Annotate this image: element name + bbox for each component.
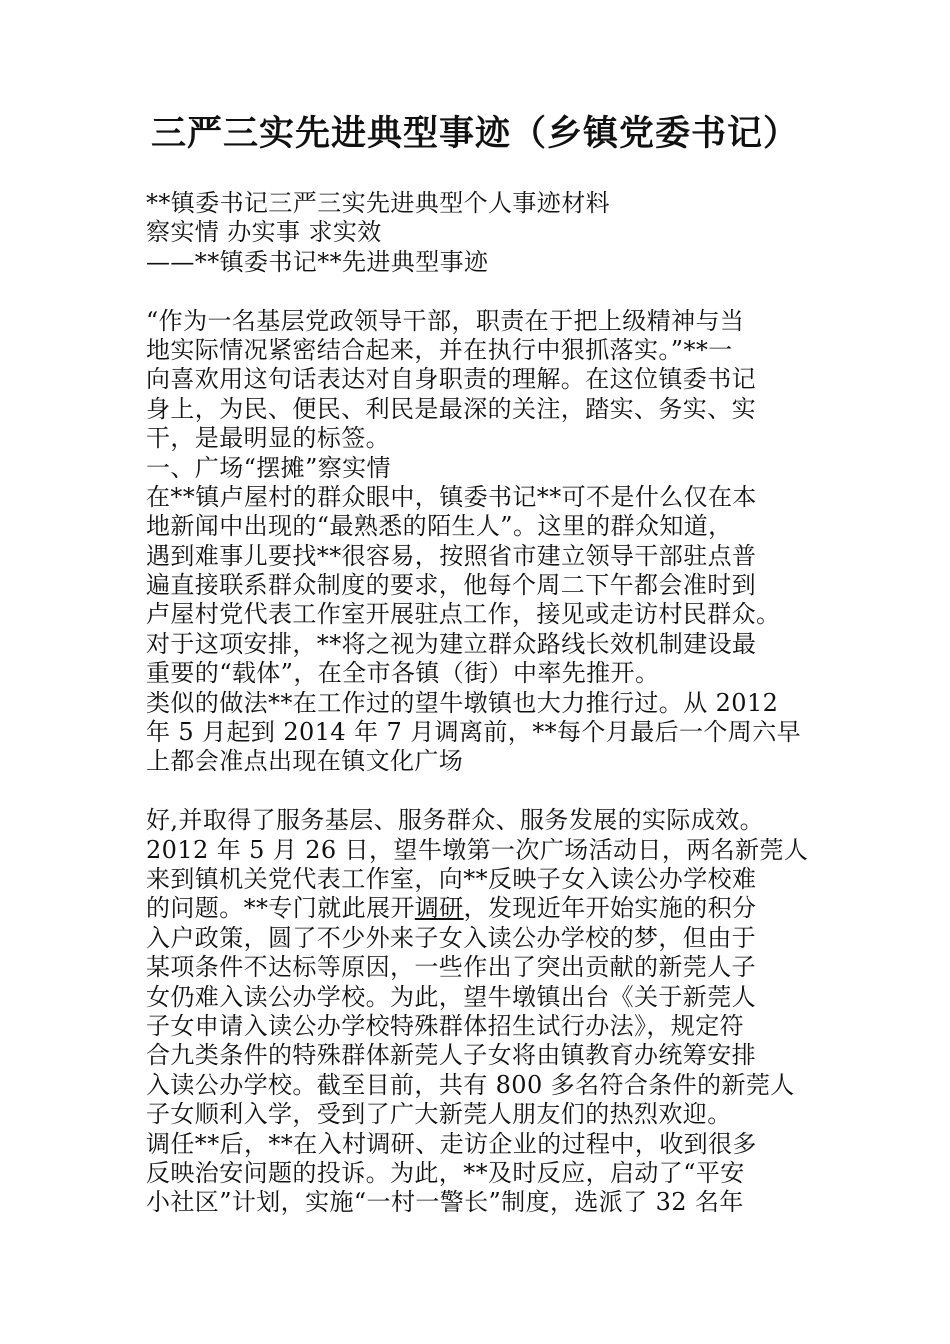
text-line: 入户政策，圆了不少外来子女入读公办学校的梦，但由于	[146, 923, 756, 952]
text-line: 子女顺利入学，受到了广大新莞人朋友们的热烈欢迎。	[146, 1100, 732, 1129]
section-1-paragraph	[146, 483, 816, 777]
text-line: 2012 年 5 月 26 日，望牛墩第一次广场活动日，两名新莞人	[146, 835, 809, 864]
text-line: 地新闻中出现的“最熟悉的陌生人”。这里的群众知道，	[146, 512, 733, 541]
blank-line	[146, 277, 816, 306]
subtitle-line: 察实情 办实事 求实效	[146, 218, 382, 247]
document-title: 三严三实先进典型事迹（乡镇党委书记）	[150, 113, 799, 154]
text-line: 女仍难入读公办学校。为此，望牛墩镇出台《关于新莞人	[146, 982, 756, 1011]
text-line: “作为一名基层党政领导干部，职责在于把上级精神与当	[146, 306, 745, 335]
text-line: 重要的“载体”，在全市各镇（街）中率先推开。	[146, 659, 660, 688]
text-line: 地实际情况紧密结合起来，并在执行中狠抓落实。”**一	[146, 335, 733, 364]
text-line: 向喜欢用这句话表达对自身职责的理解。在这位镇委书记	[146, 365, 756, 394]
text-line: 入读公办学校。截至目前，共有 800 多名符合条件的新莞人	[146, 1070, 795, 1099]
section-2-paragraph	[146, 806, 816, 1217]
text-line: 卢屋村党代表工作室开展驻点工作，接见或走访村民群众。	[146, 600, 781, 629]
text-line: 某项条件不达标等原因，一些作出了突出贡献的新莞人子	[146, 953, 756, 982]
text-line: 对于这项安排，**将之视为建立群众路线长效机制建设最	[146, 629, 757, 658]
text-line: 年 5 月起到 2014 年 7 月调离前，**每个月最后一个周六早	[146, 718, 801, 747]
text-line: 上都会准点出现在镇文化广场	[146, 747, 464, 776]
underlined-word: 调研	[414, 894, 464, 923]
text-line: 遇到难事儿要找**很容易，按照省市建立领导干部驻点普	[146, 541, 757, 570]
subtitle-line: **镇委书记三严三实先进典型个人事迹材料	[146, 189, 610, 217]
text-line: 干，是最明显的标签。	[146, 424, 390, 453]
text-line: 在**镇卢屋村的群众眼中，镇委书记**可不是什么仅在本	[146, 482, 757, 511]
header-block	[146, 189, 816, 277]
document-body	[146, 189, 816, 1218]
text-line: 调任**后，**在入村调研、走访企业的过程中，收到很多	[146, 1129, 757, 1158]
text-line: 子女申请入读公办学校特殊群体招生试行办法》，规定符	[146, 1011, 744, 1040]
blank-line	[146, 777, 816, 806]
text-line: 反映治安问题的投诉。为此，**及时反应，启动了“平安	[146, 1158, 745, 1187]
text-line: 遍直接联系群众制度的要求，他每个周二下午都会准时到	[146, 571, 756, 600]
section-heading: 一、广场“摆摊”察实情	[146, 453, 391, 482]
text-line: 好,并取得了服务基层、服务群众、服务发展的实际成效。	[146, 806, 765, 835]
text-line: 合九类条件的特殊群体新莞人子女将由镇教育办统筹安排	[146, 1041, 756, 1070]
intro-paragraph	[146, 307, 816, 454]
text-line: 来到镇机关党代表工作室，向**反映子女入读公办学校难	[146, 864, 757, 893]
text-line: 小社区”计划，实施“一村一警长”制度，选派了 32 名年	[146, 1188, 744, 1217]
text-line-with-underline: 的问题。**专门就此展开调研，发现近年开始实施的积分	[146, 894, 757, 923]
text-line: 类似的做法**在工作过的望牛墩镇也大力推行过。从 2012	[146, 688, 779, 717]
text-line: 身上，为民、便民、利民是最深的关注，踏实、务实、实	[146, 394, 756, 423]
subtitle-line: ——**镇委书记**先进典型事迹	[146, 247, 489, 276]
